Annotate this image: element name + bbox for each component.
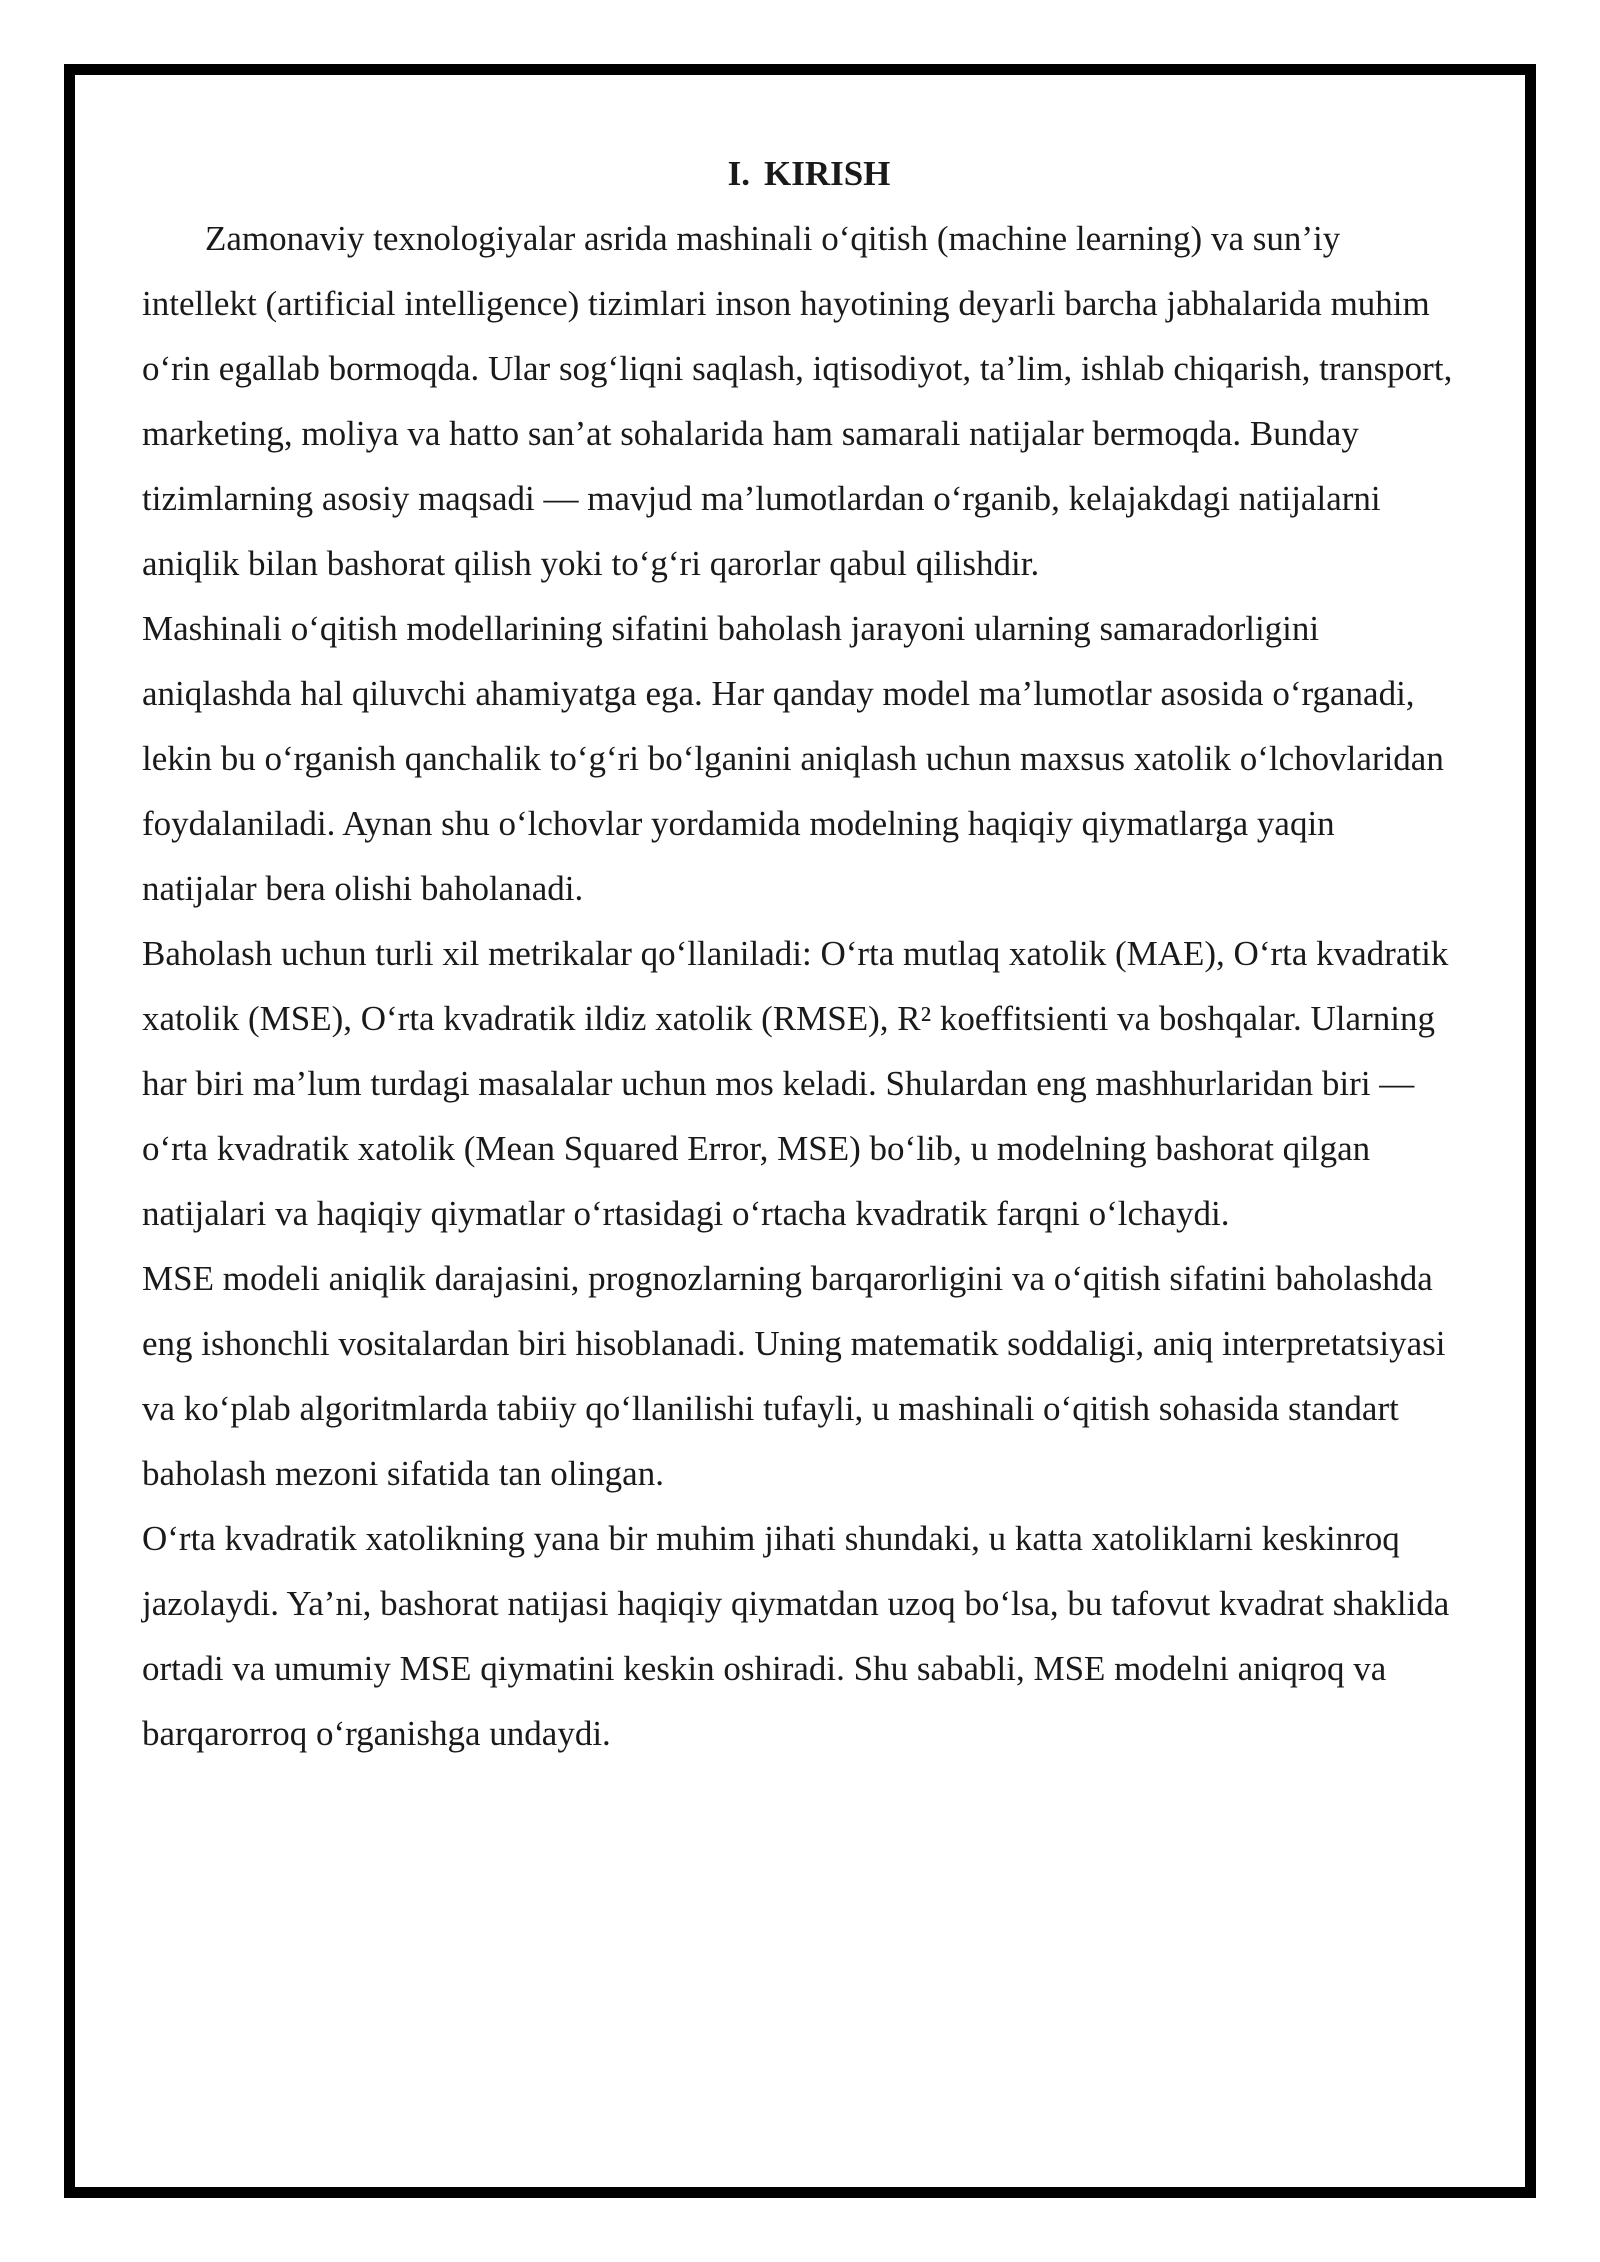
section-heading: [142, 148, 1458, 200]
section-title: KIRISH: [763, 154, 891, 193]
paragraph-mse-reliability: MSE modeli aniqlik darajasini, prognozlarning barqarorligini va o‘qitish sifatini baholashda eng ishonchli vositalardan biri hisoblanadi. Uning matematik soddaligi, aniq interpretatsiyasi va ko‘plab algoritmlarda tabiiy qo‘llanilishi tufayli, u mashinali o‘qitish sohasida standart baholash mezoni sifatida tan olingan.: [142, 1259, 1446, 1493]
section-number: I.: [727, 154, 750, 193]
document-body: [142, 148, 1458, 1766]
paragraph-intro: Zamonaviy texnologiyalar asrida mashinali o‘qitish (machine learning) va sun’iy intellekt (artificial intelligence) tizimlari inson hayotining deyarli barcha jabhalarida muhim o‘rin egallab bormoqda. Ular sog‘liqni saqlash, iqtisodiyot, ta’lim, ishlab chiqarish, transport, marketing, moliya va hatto san’at sohalarida ham samarali natijalar bermoqda. Bunday tizimlarning asosiy maqsadi — mavjud ma’lumotlardan o‘rganib, kelajakdagi natijalarni aniqlik bilan bashorat qilish yoki to‘g‘ri qarorlar qabul qilishdir.: [142, 219, 1453, 583]
paragraph-model-evaluation: Mashinali o‘qitish modellarining sifatini baholash jarayoni ularning samaradorligini aniqlashda hal qiluvchi ahamiyatga ega. Har qanday model ma’lumotlar asosida o‘rganadi, lekin bu o‘rganish qanchalik to‘g‘ri bo‘lganini aniqlash uchun maxsus xatolik o‘lchovlaridan foydalaniladi. Aynan shu o‘lchovlar yordamida modelning haqiqiy qiymatlarga yaqin natijalar bera olishi baholanadi.: [142, 609, 1444, 908]
paragraph-mse-penalty: O‘rta kvadratik xatolikning yana bir muhim jihati shundaki, u katta xatoliklarni keskinroq jazolaydi. Ya’ni, bashorat natijasi haqiqiy qiymatdan uzoq bo‘lsa, bu tafovut kvadrat shaklida ortadi va umumiy MSE qiymatini keskin oshiradi. Shu sababli, MSE modelni aniqroq va barqarorroq o‘rganishga undaydi.: [142, 1519, 1450, 1753]
paragraph-metrics: Baholash uchun turli xil metrikalar qo‘llaniladi: O‘rta mutlaq xatolik (MAE), O‘rta kvadratik xatolik (MSE), O‘rta kvadratik ildiz xatolik (RMSE), R² koeffitsienti va boshqalar. Ularning har biri ma’lum turdagi masalalar uchun mos keladi. Shulardan eng mashhurlaridan biri — o‘rta kvadratik xatolik (Mean Squared Error, MSE) bo‘lib, u modelning bashorat qilgan natijalari va haqiqiy qiymatlar o‘rtasidagi o‘rtacha kvadratik farqni o‘lchaydi.: [142, 934, 1449, 1233]
